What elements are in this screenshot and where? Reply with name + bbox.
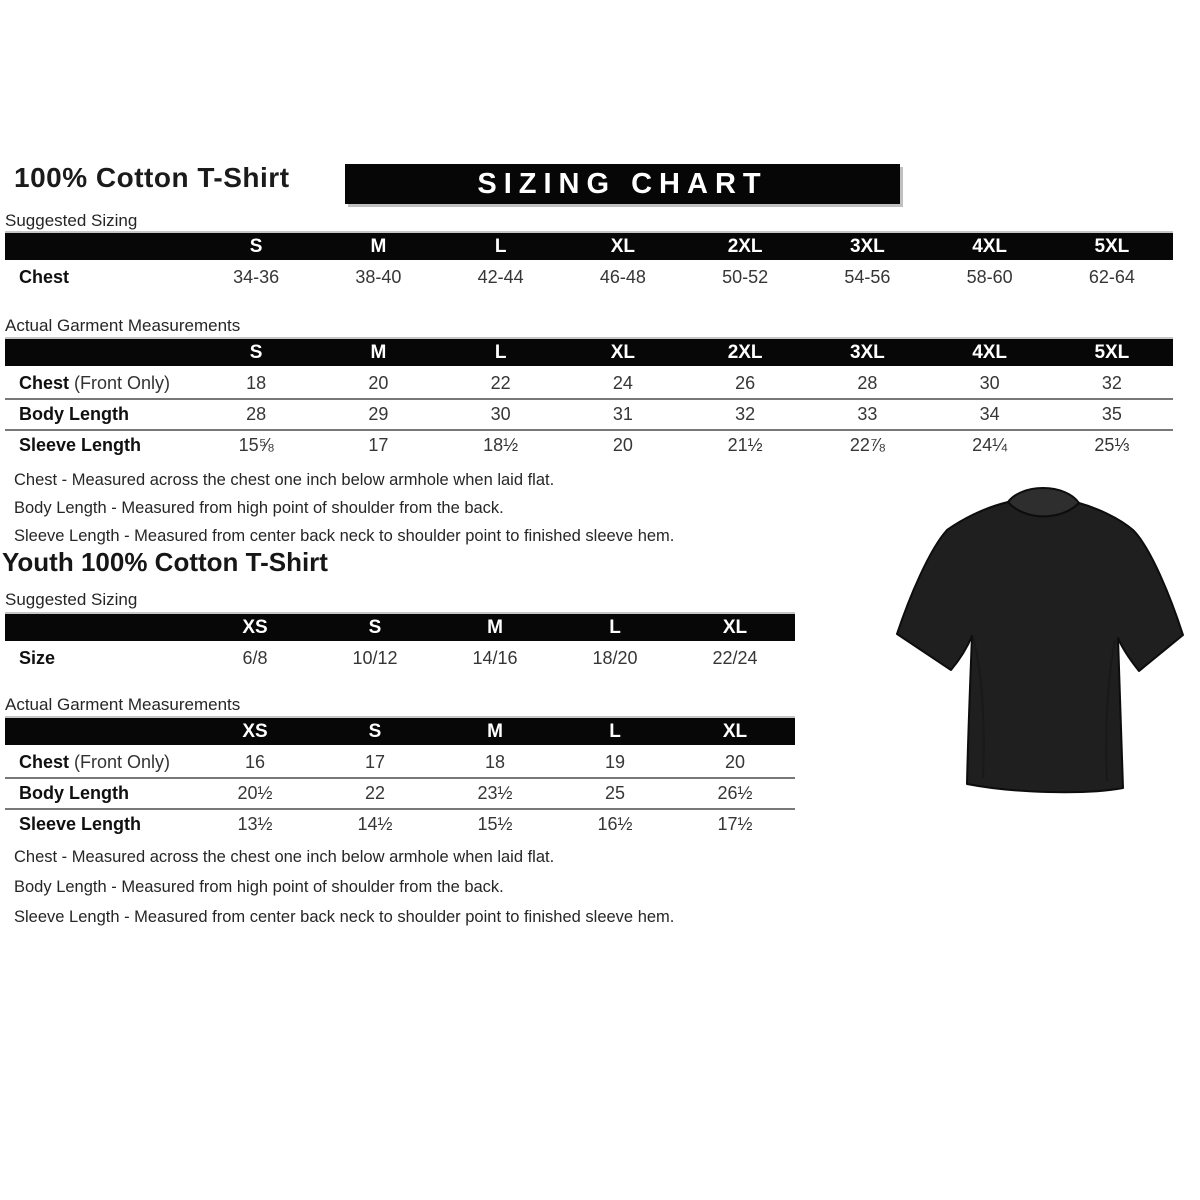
note-sleeve-length: Sleeve Length - Measured from center back neck to shoulder point to finished sleeve hem. — [14, 908, 675, 926]
size-col-header-s: S — [195, 338, 317, 368]
tshirt-image — [893, 486, 1187, 802]
size-col-header-m: M — [435, 613, 555, 643]
size-col-header-l: L — [440, 232, 562, 262]
cell: 25⅓ — [1051, 430, 1173, 460]
note-sleeve-length: Sleeve Length - Measured from center back neck to shoulder point to finished sleeve hem. — [14, 527, 675, 545]
cell: 16½ — [555, 809, 675, 839]
youth-suggested-header-spacer — [5, 613, 195, 643]
adult-actual-header-row — [5, 338, 1173, 368]
row-label-body-length: Body Length — [5, 778, 195, 809]
note-body-length: Body Length - Measured from high point of shoulder from the back. — [14, 878, 504, 896]
youth-actual-table — [5, 716, 795, 839]
cell: 22⅞ — [806, 430, 928, 460]
size-col-header-s: S — [195, 232, 317, 262]
youth-sleeve-length-row — [5, 809, 795, 839]
adult-suggested-header-spacer — [5, 232, 195, 262]
row-label-body-length: Body Length — [5, 399, 195, 430]
youth-size-row — [5, 643, 795, 674]
cell: 20½ — [195, 778, 315, 809]
cell: 62-64 — [1051, 262, 1173, 293]
cell: 20 — [317, 368, 439, 400]
cell: 42-44 — [440, 262, 562, 293]
adult-actual-measurements-label: Actual Garment Measurements — [5, 316, 241, 335]
cell: 20 — [675, 747, 795, 779]
size-col-header-xs: XS — [195, 717, 315, 747]
adult-body-length-row — [5, 399, 1173, 430]
youth-body-length-row — [5, 778, 795, 809]
adult-chest-range-row — [5, 262, 1173, 293]
cell: 22/24 — [675, 643, 795, 674]
row-label-size: Size — [5, 643, 195, 674]
size-col-header-4xl: 4XL — [929, 338, 1051, 368]
cell: 35 — [1051, 399, 1173, 430]
size-col-header-3xl: 3XL — [806, 232, 928, 262]
size-col-header-l: L — [440, 338, 562, 368]
cell: 46-48 — [562, 262, 684, 293]
cell: 18 — [435, 747, 555, 779]
youth-measurement-notes — [14, 842, 674, 932]
row-label-sleeve-length: Sleeve Length — [5, 809, 195, 839]
youth-section-title: Youth 100% Cotton T-Shirt — [2, 547, 328, 577]
size-col-header-m: M — [317, 232, 439, 262]
size-col-header-xs: XS — [195, 613, 315, 643]
row-label-chest-front-only: Chest (Front Only) — [5, 747, 195, 779]
cell: 24¼ — [929, 430, 1051, 460]
cell: 24 — [562, 368, 684, 400]
youth-actual-header-row — [5, 717, 795, 747]
cell: 54-56 — [806, 262, 928, 293]
size-col-header-xl: XL — [675, 613, 795, 643]
youth-suggested-sizing-label: Suggested Sizing — [5, 590, 138, 609]
cell: 10/12 — [315, 643, 435, 674]
cell: 14/16 — [435, 643, 555, 674]
youth-chest-row — [5, 747, 795, 779]
size-col-header-xl: XL — [562, 338, 684, 368]
cell: 22 — [440, 368, 562, 400]
cell: 15⅝ — [195, 430, 317, 460]
cell: 17 — [315, 747, 435, 779]
cell: 18½ — [440, 430, 562, 460]
cell: 50-52 — [684, 262, 806, 293]
youth-actual-table-grid — [5, 716, 795, 839]
tshirt-silhouette — [897, 488, 1183, 792]
cell: 25 — [555, 778, 675, 809]
cell: 32 — [684, 399, 806, 430]
note-chest: Chest - Measured across the chest one inch below armhole when laid flat. — [14, 471, 555, 489]
size-col-header-m: M — [317, 338, 439, 368]
row-label-chest: Chest — [5, 262, 195, 293]
note-chest: Chest - Measured across the chest one inch below armhole when laid flat. — [14, 848, 555, 866]
adult-chest-row — [5, 368, 1173, 400]
adult-suggested-table — [5, 231, 1173, 292]
cell: 38-40 — [317, 262, 439, 293]
cell: 19 — [555, 747, 675, 779]
cell: 34 — [929, 399, 1051, 430]
cell: 20 — [562, 430, 684, 460]
sizing-chart-banner — [345, 164, 900, 204]
cell: 23½ — [435, 778, 555, 809]
cell: 13½ — [195, 809, 315, 839]
cell: 26 — [684, 368, 806, 400]
youth-actual-measurements-label: Actual Garment Measurements — [5, 695, 241, 714]
cell: 34-36 — [195, 262, 317, 293]
sizing-chart-banner-text: SIZING CHART — [477, 167, 768, 200]
size-col-header-m: M — [435, 717, 555, 747]
row-label-chest-front-only: Chest (Front Only) — [5, 368, 195, 400]
cell: 30 — [929, 368, 1051, 400]
adult-suggested-sizing-label: Suggested Sizing — [5, 211, 138, 230]
size-col-header-2xl: 2XL — [684, 338, 806, 368]
adult-actual-table-grid — [5, 337, 1173, 460]
size-col-header-xl: XL — [562, 232, 684, 262]
size-col-header-l: L — [555, 613, 675, 643]
size-col-header-l: L — [555, 717, 675, 747]
size-col-header-xl: XL — [675, 717, 795, 747]
cell: 6/8 — [195, 643, 315, 674]
youth-suggested-header-row — [5, 613, 795, 643]
size-col-header-s: S — [315, 613, 435, 643]
cell: 31 — [562, 399, 684, 430]
cell: 18/20 — [555, 643, 675, 674]
cell: 28 — [195, 399, 317, 430]
cell: 14½ — [315, 809, 435, 839]
adult-actual-table — [5, 337, 1173, 460]
cell: 21½ — [684, 430, 806, 460]
cell: 26½ — [675, 778, 795, 809]
adult-suggested-header-row — [5, 232, 1173, 262]
adult-actual-header-spacer — [5, 338, 195, 368]
cell: 32 — [1051, 368, 1173, 400]
row-label-sleeve-length: Sleeve Length — [5, 430, 195, 460]
cell: 22 — [315, 778, 435, 809]
page-title: 100% Cotton T-Shirt — [14, 162, 290, 193]
adult-sleeve-length-row — [5, 430, 1173, 460]
size-col-header-5xl: 5XL — [1051, 232, 1173, 262]
cell: 17 — [317, 430, 439, 460]
cell: 58-60 — [929, 262, 1051, 293]
size-col-header-3xl: 3XL — [806, 338, 928, 368]
adult-measurement-notes — [14, 466, 674, 550]
youth-actual-header-spacer — [5, 717, 195, 747]
size-col-header-4xl: 4XL — [929, 232, 1051, 262]
cell: 18 — [195, 368, 317, 400]
cell: 16 — [195, 747, 315, 779]
cell: 17½ — [675, 809, 795, 839]
adult-suggested-table-grid — [5, 231, 1173, 292]
cell: 28 — [806, 368, 928, 400]
cell: 15½ — [435, 809, 555, 839]
cell: 30 — [440, 399, 562, 430]
size-col-header-s: S — [315, 717, 435, 747]
note-body-length: Body Length - Measured from high point of shoulder from the back. — [14, 499, 504, 517]
cell: 33 — [806, 399, 928, 430]
youth-suggested-table-grid — [5, 612, 795, 673]
cell: 29 — [317, 399, 439, 430]
youth-suggested-table — [5, 612, 795, 673]
size-col-header-5xl: 5XL — [1051, 338, 1173, 368]
size-col-header-2xl: 2XL — [684, 232, 806, 262]
